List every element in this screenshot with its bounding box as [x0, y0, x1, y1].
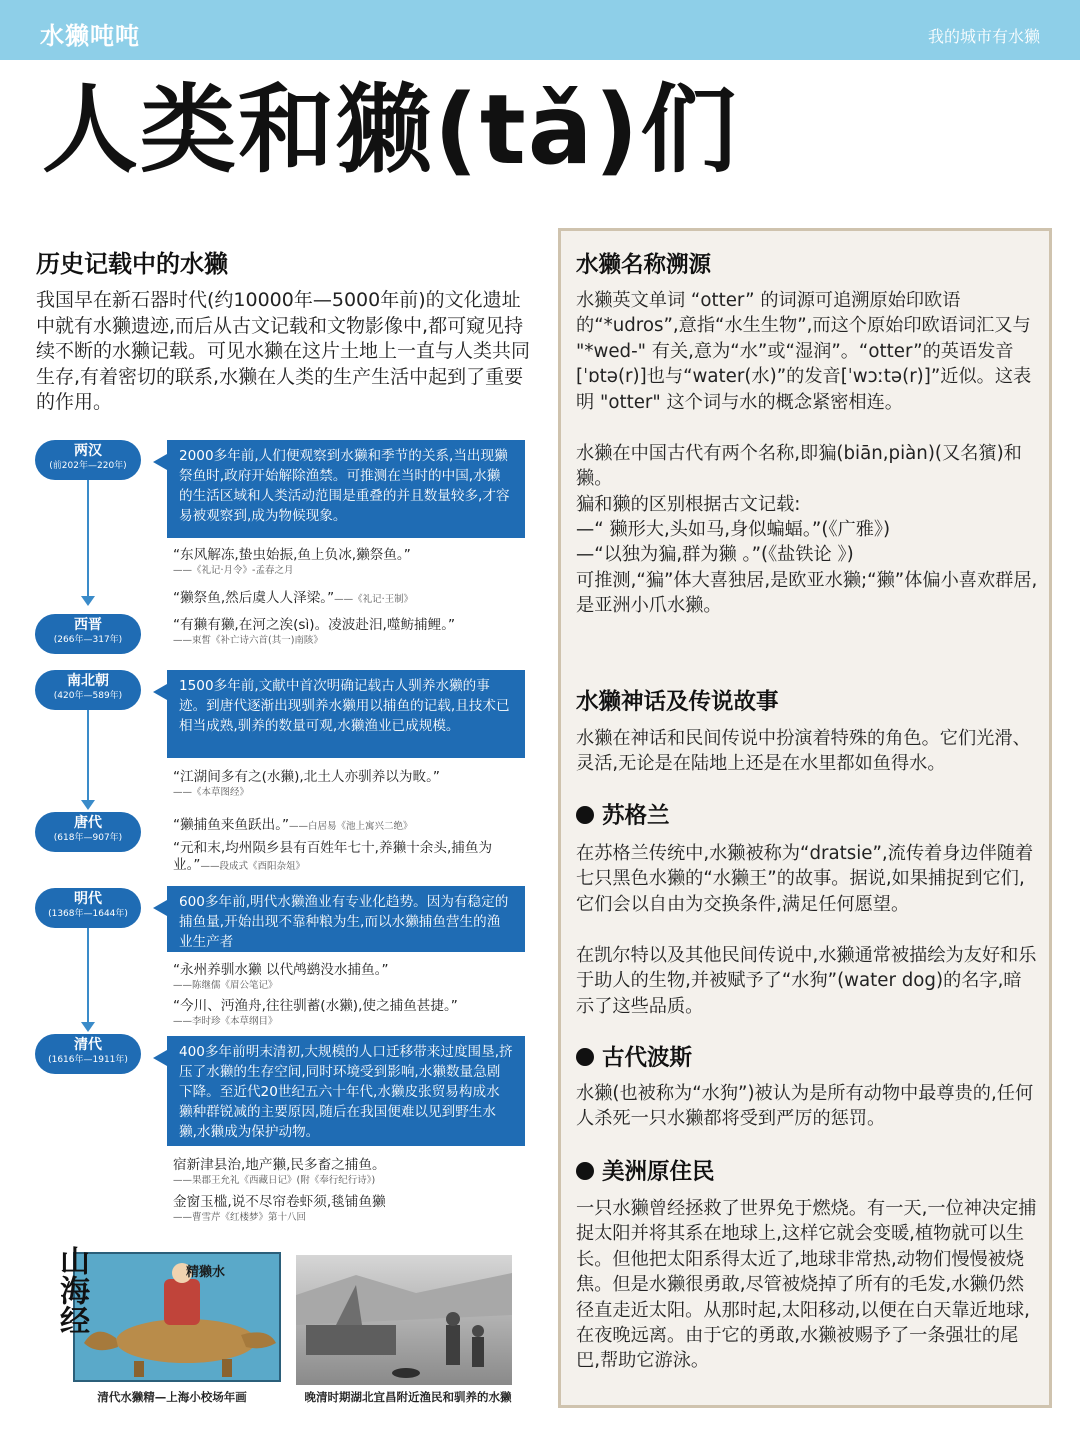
timeline-arrow — [81, 596, 95, 606]
native-american-heading: 美洲原住民 — [576, 1154, 715, 1186]
myths-intro: 水獭在神话和民间传说中扮演着特殊的角色。它们光滑、灵活,无论是在陆地上还是在水里都如鱼得水。 — [576, 728, 1031, 775]
myths-heading: 水獭神话及传说故事 — [576, 689, 779, 715]
timeline-arrow — [81, 800, 95, 810]
quote-liji-yueling: “东风解冻,蛰虫始振,鱼上负冰,獭祭鱼。” ——《礼记·月令》-孟春之月 — [173, 547, 411, 576]
native-american-text: 一只水獭曾经拯救了世界免于燃烧。有一天,一位神决定捕捉太阳并将其系在地球上,这样它就会变暖,植物就可以生长。但他把太阳系得太近了,地球非常热,动物们慢慢被烧焦。但是水獭很勇敢,尽管被烧掉了所有的毛发,水獭仍然径直走近太阳。从那时起,太阳移动,以便在白天靠近地球,在夜晚远离。由于它的勇敢,水獭被赐予了一条强壮的尾巴,帮助它游泳。 — [576, 1198, 1037, 1372]
bullet-icon — [576, 1048, 594, 1066]
scotland-heading: 苏格兰 — [576, 798, 670, 830]
scotland-text: 在苏格兰传统中,水獭被称为“dratsie”,流传着身边伴随着七只黑色水獭的“水獭王”的故事。据说,如果捕捉到它们,它们会以自由为交换条件,满足任何愿望。 — [576, 843, 1034, 915]
timeline-note-nanbeichao: 1500多年前,文献中首次明确记载古人驯养水獭的事迹。到唐代逐渐出现驯养水獭用以捕鱼的记载,且技术已相当成熟,驯养的数量可观,水獭渔业已成规模。 — [167, 670, 525, 758]
quote-bencao-gangmu: “今川、沔渔舟,往往驯蓄(水獭),使之捕鱼甚捷。” ——李时珍《本草纲目》 — [173, 998, 458, 1027]
timeline-note-han: 2000多年前,人们便观察到水獭和季节的关系,当出现獭祭鱼时,政府开始解除渔禁。可推测在当时的中国,水獭的生活区域和人类活动范围是重叠的并且数量较多,才容易被观察到,成为物候现象。 — [167, 440, 525, 538]
page-title: 人类和獭(tǎ)们 — [42, 74, 739, 186]
quote-liji-wangzhi: “獭祭鱼,然后虞人人泽梁。”——《礼记·王制》 — [173, 590, 414, 606]
print-label: 精獭水 — [186, 1265, 226, 1280]
shanhaijing-calligraphy: 山海经 — [54, 1245, 89, 1335]
image-caption-print: 清代水獭精—上海小校场年画 — [97, 1390, 247, 1404]
late-qing-fishermen-photo — [296, 1255, 512, 1385]
timeline-connector — [87, 924, 89, 1022]
timeline-connector — [87, 478, 89, 596]
era-badge-tang: 唐代 (618年—907年) — [35, 812, 141, 852]
timeline-note-ming: 600多年前,明代水獭渔业有专业化趋势。因为有稳定的捕鱼量,开始出现不靠种粮为生,而以水獭捕鱼营生的渔业生产者 — [167, 886, 525, 952]
distinction-conclusion: 可推测,“猵”体大喜独居,是欧亚水獭;“獭”体偏小喜欢群居,是亚洲小爪水獭。 — [576, 570, 1038, 617]
distinction-quote-yantielun: —“以独为猵,群为獭 。”(《盐铁论 》) — [576, 544, 854, 565]
quote-bai-juyi: “獭捕鱼来鱼跃出。”——白居易《池上寓兴二绝》 — [173, 817, 413, 833]
distinction-quote-guangya: —“ 獭形大,头如马,身似蝙蝠。”(《广雅》) — [576, 519, 891, 540]
qing-otter-spirit-print — [36, 1243, 282, 1383]
quote-bencao-tujing: “江湖间多有之(水獭),北土人亦驯养以为畋。” ——《本草图经》 — [173, 769, 440, 798]
history-intro: 我国早在新石器时代(约10000年—5000年前)的文化遗址中就有水獭遗迹,而后从古文记载和文物影像中,都可窥见持续不断的水獭记载。可见水獭在这片土地上一直与人类共同生存,有着密切的联系,水獭在人类的生产生活中起到了重要的作用。 — [36, 289, 531, 414]
persia-text: 水獭(也被称为“水狗”)被认为是所有动物中最尊贵的,任何人杀死一只水獭都将受到严厉的惩罚。 — [576, 1083, 1034, 1130]
quote-xizang-riji: 宿新津县治,地产獭,民多畜之捕鱼。 ——果郡王允礼《西藏日记》(附《奉行纪行诗》) — [173, 1157, 386, 1186]
brand-name: 水獭吨吨 — [40, 22, 140, 50]
era-badge-qing: 清代 (1616年—1911年) — [35, 1034, 141, 1074]
quote-shuxi: “有獭有獭,在河之涘(sì)。凌波赴汨,噬鲂捕鲤。” ——束皙《补亡诗六首(其一)南陔》 — [173, 617, 456, 646]
timeline-arrow — [81, 1022, 95, 1032]
quote-youyang-zazu: “元和末,均州陨乡县有百姓年七十,养獭十余头,捕鱼为业。”——段成式《酉阳杂俎》 — [173, 840, 493, 873]
quote-meigong-biji: “永州养驯水獭 以代鸬鹚没水捕鱼。” ——陈继儒《眉公笔记》 — [173, 962, 389, 991]
image-caption-photo: 晚清时期湖北宜昌附近渔民和驯养的水獭 — [304, 1390, 512, 1404]
celtic-text: 在凯尔特以及其他民间传说中,水獭通常被描绘为友好和乐于助人的生物,并被赋予了“水狗”(water dog)的名字,暗示了这些品质。 — [576, 945, 1037, 1017]
history-heading: 历史记载中的水獭 — [36, 244, 228, 279]
bullet-icon — [576, 1162, 594, 1180]
era-badge-xijin: 西晋 (266年—317年) — [35, 614, 141, 654]
ancient-names-paragraph: 水獭在中国古代有两个名称,即猵(biān,piàn)(又名獱)和獭。 — [576, 443, 1022, 490]
timeline-note-qing: 400多年前明末清初,大规模的人口迁移带来过度围垦,挤压了水獭的生存空间,同时环境受到影响,水獭数量急剧下降。至近代20世纪五六十年代,水獭皮张贸易构成水獭种群锐减的主要原因,随后在我国便难以见到野生水獭,水獭成为保护动物。 — [167, 1036, 525, 1146]
top-banner — [0, 0, 1080, 60]
distinction-intro: 猵和獭的区别根据古文记载: — [576, 494, 801, 515]
persia-heading: 古代波斯 — [576, 1040, 692, 1072]
etymology-heading: 水獭名称溯源 — [576, 252, 712, 278]
header-tagline: 我的城市有水獭 — [927, 27, 1040, 46]
era-badge-nanbeichao: 南北朝 (420年—589年) — [35, 670, 141, 710]
era-badge-ming: 明代 (1368年—1644年) — [35, 888, 141, 928]
timeline-connector — [87, 702, 89, 800]
quote-hongloumeng: 金窗玉槛,说不尽帘卷虾须,毯铺鱼獭 ——曹雪芹《红楼梦》第十八回 — [173, 1194, 386, 1223]
bullet-icon — [576, 806, 594, 824]
era-badge-han: 两汉 (前202年—220年) — [35, 440, 141, 480]
etymology-paragraph: 水獭英文单词 “otter” 的词源可追溯原始印欧语的“*udros”,意指“水生生物”,而这个原始印欧语词汇又与 "*wed-" 有关,意为“水”或“湿润”。“otter”的英语发音[ˈɒtə(r)]也与“water(水)”的发音[ˈwɔːtə(r)]”近似。这表明 "otter" 这个词与水的概念紧密相连。 — [576, 290, 1032, 413]
